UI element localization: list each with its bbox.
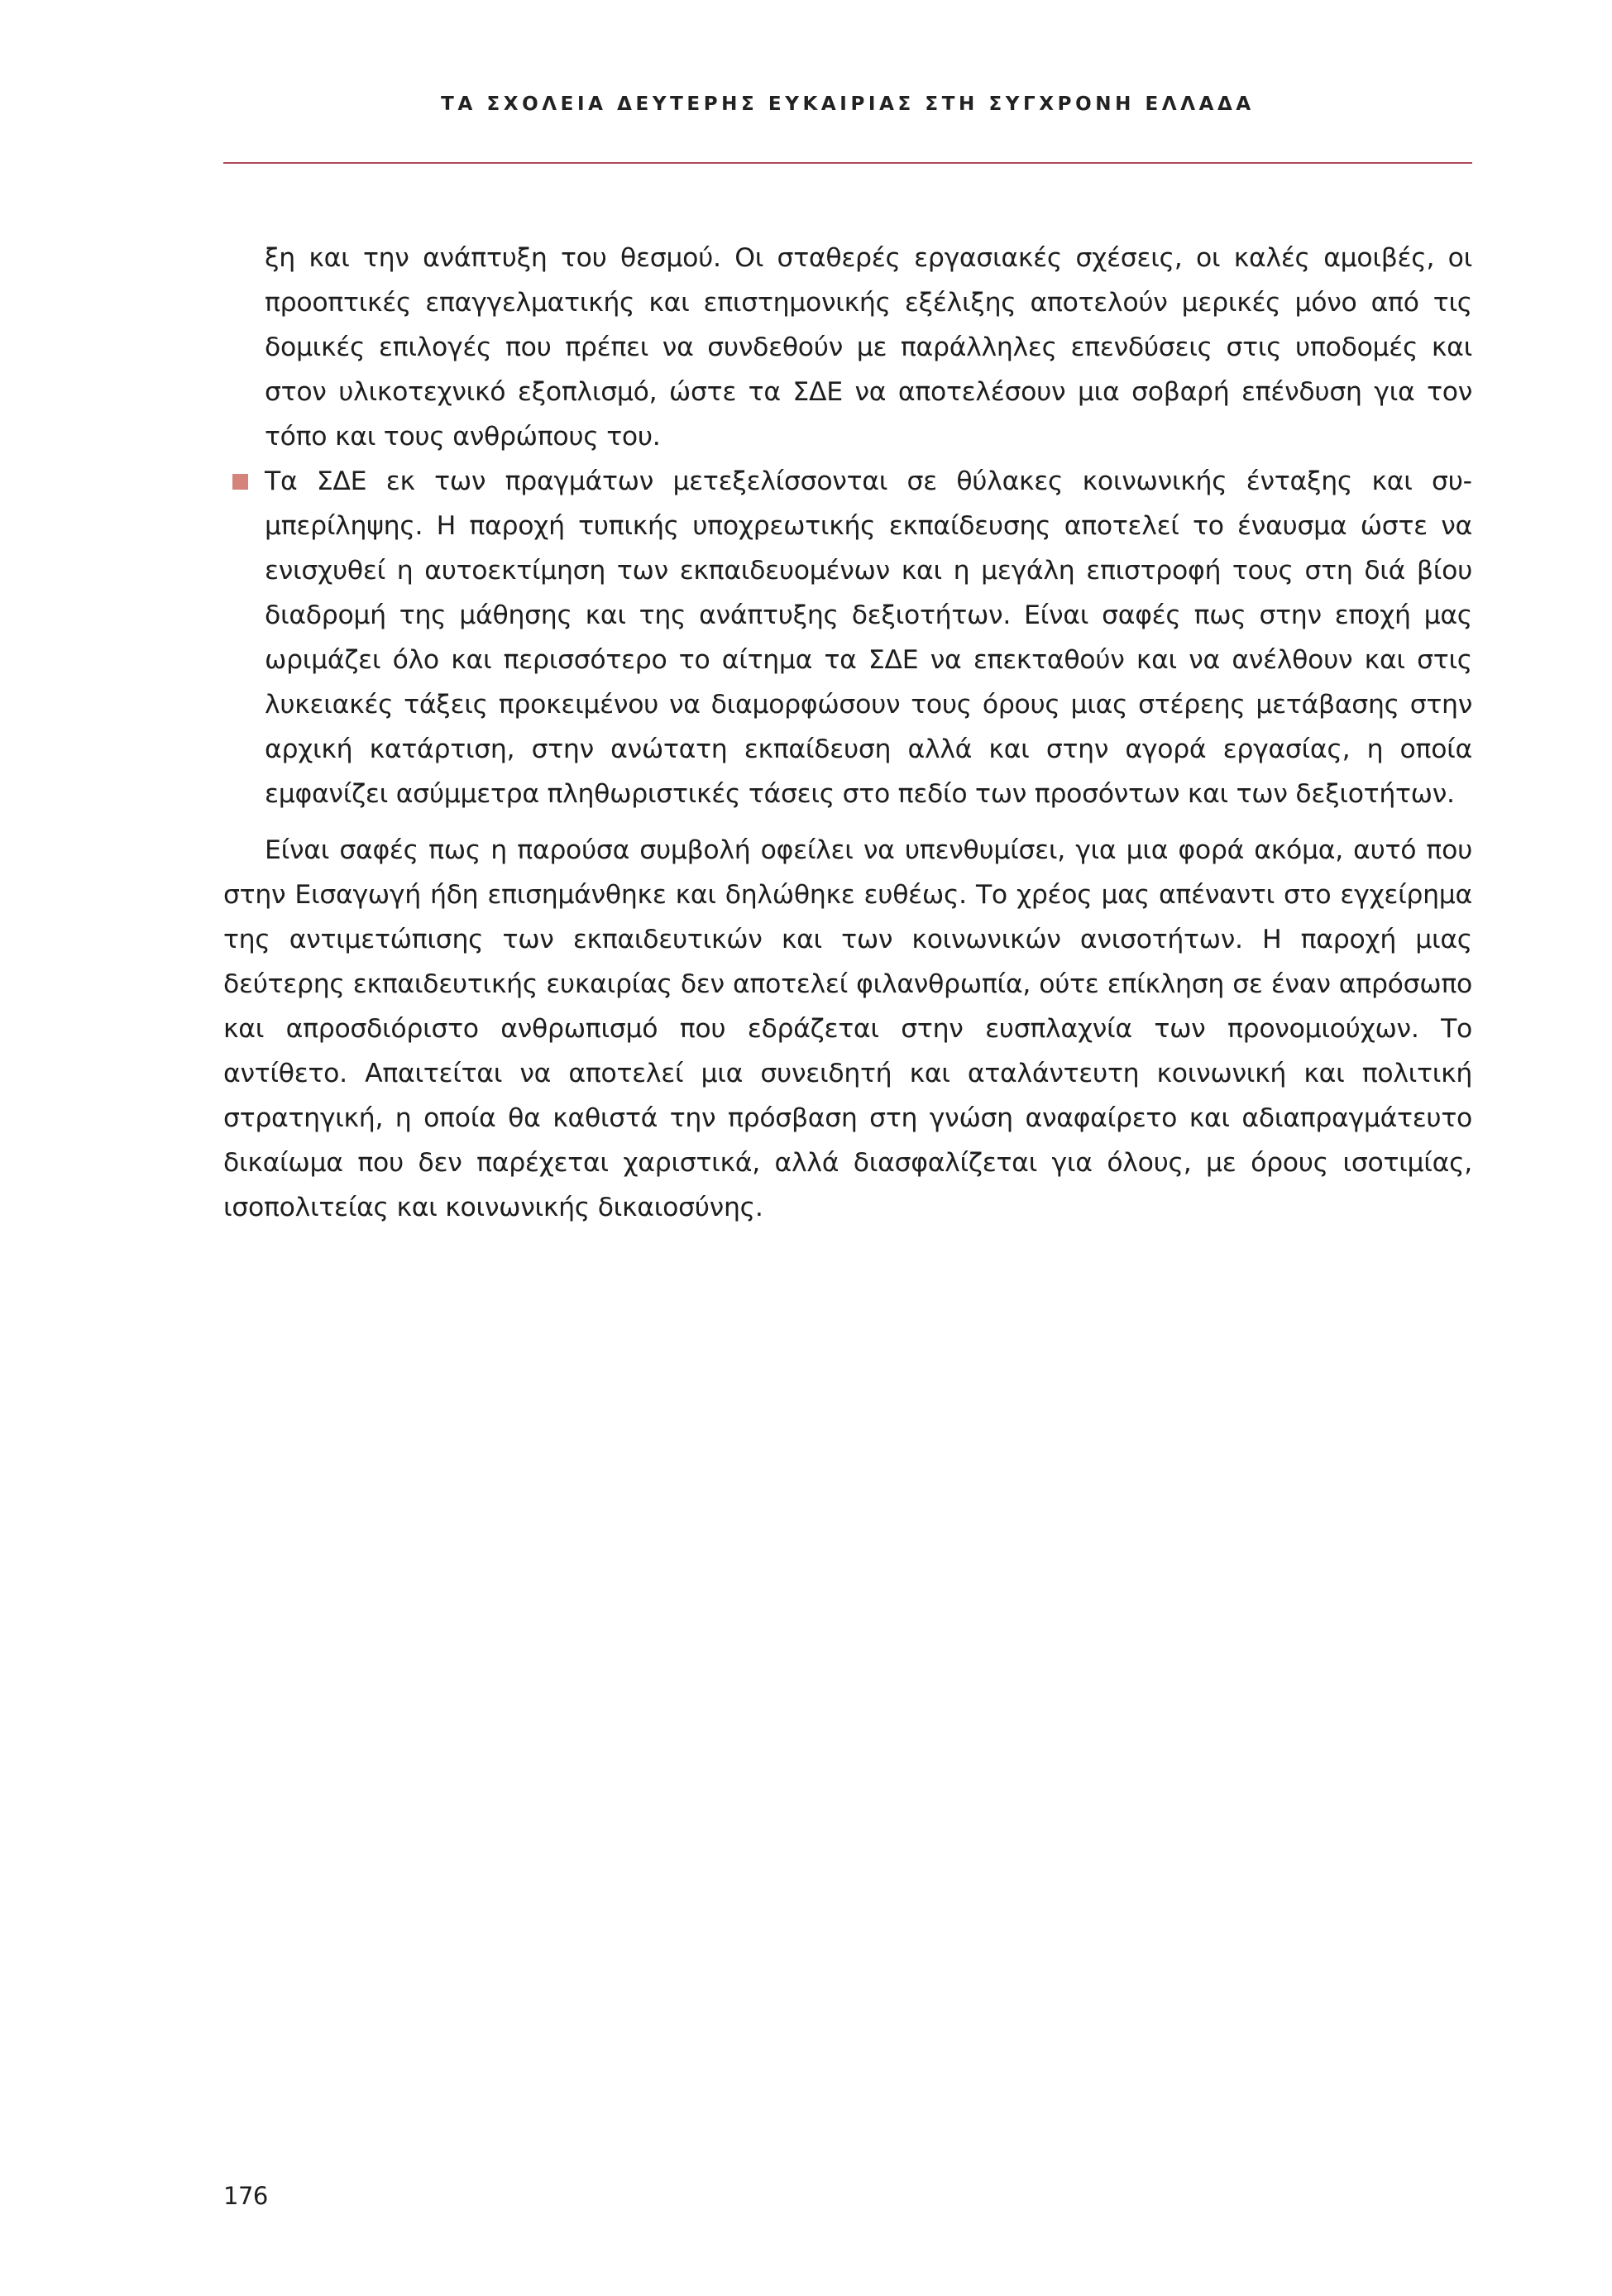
page-body [223,236,1472,1230]
bullet-paragraph: Τα ΣΔΕ εκ των πραγμάτων μετεξελίσσονται σε θύλακες κοινωνικής ένταξης και συμπερίληψης. Η παροχή τυπικής υποχρεωτικής εκπαίδευσης αποτελεί το έναυσμα ώστε να ενισχυθεί η αυτοεκτίμηση των εκπαιδευομένων και η μεγάλη επιστροφή τους στη διά βίου διαδρομή της μάθησης και της ανάπτυξης δεξιοτήτων. Είναι σαφές πως στην εποχή μας ωριμάζει όλο και περισσότερο το αίτημα τα ΣΔΕ να επεκταθούν και να ανέλθουν και στις λυκειακές τάξεις προκειμένου να διαμορφώσουν τους όρους μιας στέρεης μετάβασης στην αρχική κατάρτιση, στην ανώτατη εκπαίδευση αλλά και στην αγορά εργασίας, η οποία εμφανίζει ασύμμετρα πληθωριστικές τάσεις στο πεδίο των προσόντων και των δεξιοτήτων. [265,466,1472,809]
square-bullet-icon [232,474,248,490]
page-number: 176 [223,2182,268,2210]
continued-paragraph: ξη και την ανάπτυξη του θεσμού. Οι σταθερές εργασιακές σχέσεις, οι καλές αμοιβές, οι προοπτικές επαγγελματικής και επιστημονικής εξέλιξης αποτελούν μερικές μόνο από τις δομικές επιλογές που πρέπει να συνδεθούν με παράλληλες επενδύσεις στις υποδομές και στον υλικοτεχνικό εξοπλισμό, ώστε τα ΣΔΕ να αποτελέσουν μια σοβαρή επένδυση για τον τόπο και τους ανθρώπους του. [265,243,1472,452]
bullet-list-item [223,459,1472,816]
running-header-title: ΤΑ ΣΧΟΛΕΙΑ ΔΕΥΤΕΡΗΣ ΕΥΚΑΙΡΙΑΣ ΣΤΗ ΣΥΓΧΡΟΝΗ ΕΛΛΑΔΑ [441,93,1255,115]
closing-paragraph: Είναι σαφές πως η παρούσα συμβολή οφείλει να υπενθυμίσει, για μια φορά ακόμα, αυτό που στην Εισαγωγή ήδη επισημάνθηκε και δηλώθηκε ευθέως. Το χρέος μας απέναντι στο εγχείρημα της αντιμετώπισης των εκπαιδευτικών και των κοινωνικών ανισοτήτων. Η παροχή μιας δεύτερης εκπαιδευτικής ευκαιρίας δεν αποτελεί φιλανθρωπία, ούτε επίκληση σε έναν απρόσωπο και απροσδιόριστο ανθρωπισμό που εδράζεται στην ευσπλαχνία των προνομιούχων. Το αντίθετο. Απαιτείται να αποτελεί μια συνειδητή και αταλάντευτη κοινωνική και πολιτική στρατηγική, η οποία θα καθιστά την πρόσβαση στη γνώση αναφαίρετο και αδιαπραγμάτευτο δικαίωμα που δεν παρέχεται χαριστικά, αλλά διασφαλίζεται για όλους, με όρους ισοτιμίας, ισοπολιτείας και κοινωνικής δικαιοσύνης. [223,835,1472,1222]
header-divider [223,162,1472,164]
